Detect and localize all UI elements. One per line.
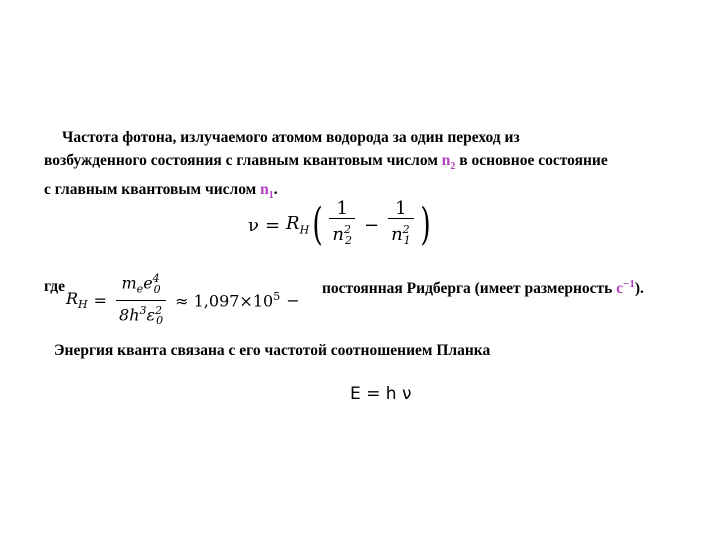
intro-line-2: возбужденного состояния с главным квантовым числом $n_2$ в основное состояние bbox=[44, 152, 608, 173]
rydberg-formula: $R_H$ = $\frac{m_ee^4_0}{8h^3\varepsilon^2_0}$ ≈ $1,097\times 10^5$ − bbox=[66, 274, 306, 326]
intro-paragraph bbox=[44, 126, 714, 207]
planck-formula: E = h ν bbox=[350, 384, 412, 404]
rydberg-description: постоянная Ридберга (имеет размерность $с^{-1}$). bbox=[322, 278, 644, 298]
equals-sign: = bbox=[264, 214, 281, 236]
right-paren: ) bbox=[420, 199, 431, 250]
unit-symbol: $с^{-1}$ bbox=[616, 278, 635, 298]
frequency-formula bbox=[248, 197, 434, 250]
rydberg-approx-value: ≈ $1,097\times 10^5$ bbox=[175, 289, 281, 311]
intro-line-1: Частота фотона, излучаемого атомом водорода за один переход из bbox=[62, 129, 520, 146]
minus-sign: − bbox=[363, 214, 380, 236]
left-paren: ( bbox=[312, 199, 323, 250]
n1-symbol: $n_1$ bbox=[260, 181, 274, 202]
rydberg-fraction: $\frac{m_ee^4_0}{8h^3\varepsilon^2_0}$ bbox=[116, 269, 166, 331]
intro-line-3: с главным квантовым числом $n_1$. bbox=[44, 181, 278, 202]
where-label: где bbox=[44, 278, 65, 295]
rydberg-symbol: $R_H$ bbox=[286, 213, 310, 237]
fraction-1-over-n1-squared: $\frac{1}{n^2_1}$ bbox=[388, 199, 414, 252]
n2-symbol: $n_2$ bbox=[441, 152, 456, 173]
nu-symbol: ν bbox=[248, 214, 259, 236]
fraction-1-over-n2-squared: $\frac{1}{n^2_2}$ bbox=[329, 199, 355, 252]
rydberg-constant-symbol: $R_H$ bbox=[66, 288, 88, 312]
energy-text: Энергия кванта связана с его частотой соотношением Планка bbox=[54, 342, 491, 359]
